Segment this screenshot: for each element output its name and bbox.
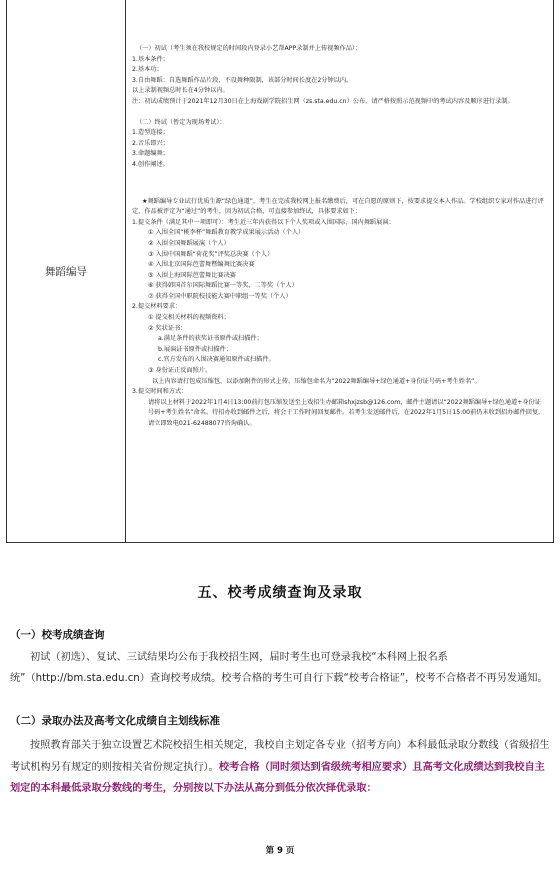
requirement-line: 以上录制视频总时长在4分钟以内。	[132, 87, 229, 95]
subsection-title: （一）校考成绩查询	[10, 629, 105, 641]
material-subitem: b.展演证书原件或扫描件；	[158, 345, 232, 353]
submission-details: 请将以上材料于2022年1月4日13:00前打包压缩发送至上戏招生办邮箱shxjzsb@126.com，邮件主题请以“2022舞蹈编导+绿色通道+身份证号码+考生姓名”命名。待招办收到邮件之后，将会于工作时间回复邮件。若考生发送邮件后，在2022年1月5日15:00前仍未收到招办邮件回复，请立即致电021-62488077咨询确认。	[148, 398, 545, 427]
preliminary-heading: （一）初试（考生须在我校规定的时间段内登录小艺帮APP录制并上传视频作品）：	[136, 45, 362, 52]
award-item: ③ 入围中国舞蹈“荷花奖”评奖总决赛（个人）	[148, 250, 274, 258]
paragraph: 初试（初选）、复试、三试结果均公布于我校招生网，届时考生也可登录我校“本科网上报名系统”（http://bm.sta.edu.cn）查询校考成绩。校考合格的考生可自行下载“校考合格证”，校考不合格者不再另发通知。	[10, 652, 548, 684]
material-subitem: c.官方发布的入围决赛通知原件或扫描件。	[158, 356, 275, 364]
material-item: ① 提交相关材料的视频资料；	[148, 314, 230, 322]
table-divider	[125, 0, 126, 542]
material-subitem: a.满足条件的获奖证书原件或扫描件；	[158, 335, 263, 343]
page-number: 第 9 页	[265, 846, 295, 856]
emphasis-text: 校考合格（同时须达到省级统考相应要求）且高考文化成绩达到我校自主划定的本科最低录取分数线的考生，分别按以下办法从高分到低分依次择优录取：	[10, 761, 545, 794]
requirement-line: 2.基本功；	[132, 66, 163, 74]
award-item: ② 入围全国舞蹈展演（个人）	[148, 239, 230, 247]
category-label: 舞蹈编导	[45, 265, 87, 278]
award-item: ⑤ 入围上海国际芭蕾舞比赛决赛	[148, 271, 236, 279]
requirement-line: 4.创作阐述。	[132, 160, 169, 168]
paragraph-text: 按照教育部关于独立设置艺术院校招生相关规定，我校自主划定各专业（招考方向）本科最低录取分数线（省级招生考试机构另有规定的则按相关省份规定执行）。	[10, 740, 550, 773]
paragraph	[10, 735, 551, 800]
requirement-line: 3.命题编舞；	[132, 150, 169, 158]
award-item: ④ 入围北京国际芭蕾舞暨编舞比赛决赛	[148, 261, 255, 269]
exam-content-table	[6, 0, 554, 543]
requirement-note: 注：初试成绩预计于2021年12月30日在上海戏剧学院招生网（zs.sta.edu.cn）公布，请严格按照示范视频中的考试内容及顺序进行录制。	[132, 97, 514, 105]
award-item: ① 入围全国“桃李杯”舞蹈教育教学成果展示活动（个人）	[148, 229, 305, 237]
requirement-line: 1.造型连接；	[132, 129, 169, 137]
section-title: 五、校考成绩查询及录取	[197, 585, 363, 601]
requirement-line: 3.提交时间和方式：	[132, 388, 188, 396]
requirement-note: 以上内容请打包成压缩包，以添加附件的形式上传，压缩包命名为“2022舞蹈编导+绿色通道+身份证号码+考生姓名”。	[152, 377, 481, 385]
requirement-line: 2.提交材料要求：	[132, 303, 182, 311]
subsection-title: （二）录取办法及高考文化成绩自主划线标准	[10, 715, 220, 727]
award-item: ⑦ 获得全国中职院校技能大赛中职组一等奖（个人）	[148, 292, 292, 300]
material-item: ③ 身份证正反面照片。	[148, 367, 212, 375]
requirement-line: 3.自由舞蹈：自选舞蹈作品片段，不设舞种限制，该部分时间长度在2分钟以内。	[132, 76, 353, 84]
requirements-cell	[132, 44, 546, 430]
green-channel-intro: ★舞蹈编导专业试行优质生源“绿色通道”，考生在完成我校网上报名缴费后，可在自愿的原则下，按要求提交本人作品。学校组织专家对作品进行评定，作品被评定为“通过”的考生，因为初试合格，可直接参加终试，具体要求如下：	[132, 197, 544, 216]
requirement-line: 1.提交条件（满足其中一项即可）：考生近三年内获得以下个人奖项或入围国际、国内舞蹈展演：	[132, 218, 395, 226]
category-cell	[7, 0, 125, 542]
material-item: ② 奖状证书：	[148, 324, 187, 332]
award-item: ⑥ 获得韩国首尔国际舞蹈比赛一等奖、二等奖（个人）	[148, 282, 298, 290]
requirement-line: 2.音乐即兴；	[132, 139, 169, 147]
requirement-line: 1.基本条件；	[132, 55, 169, 63]
final-heading: （二）终试（暂定为现场考试）：	[136, 118, 226, 126]
